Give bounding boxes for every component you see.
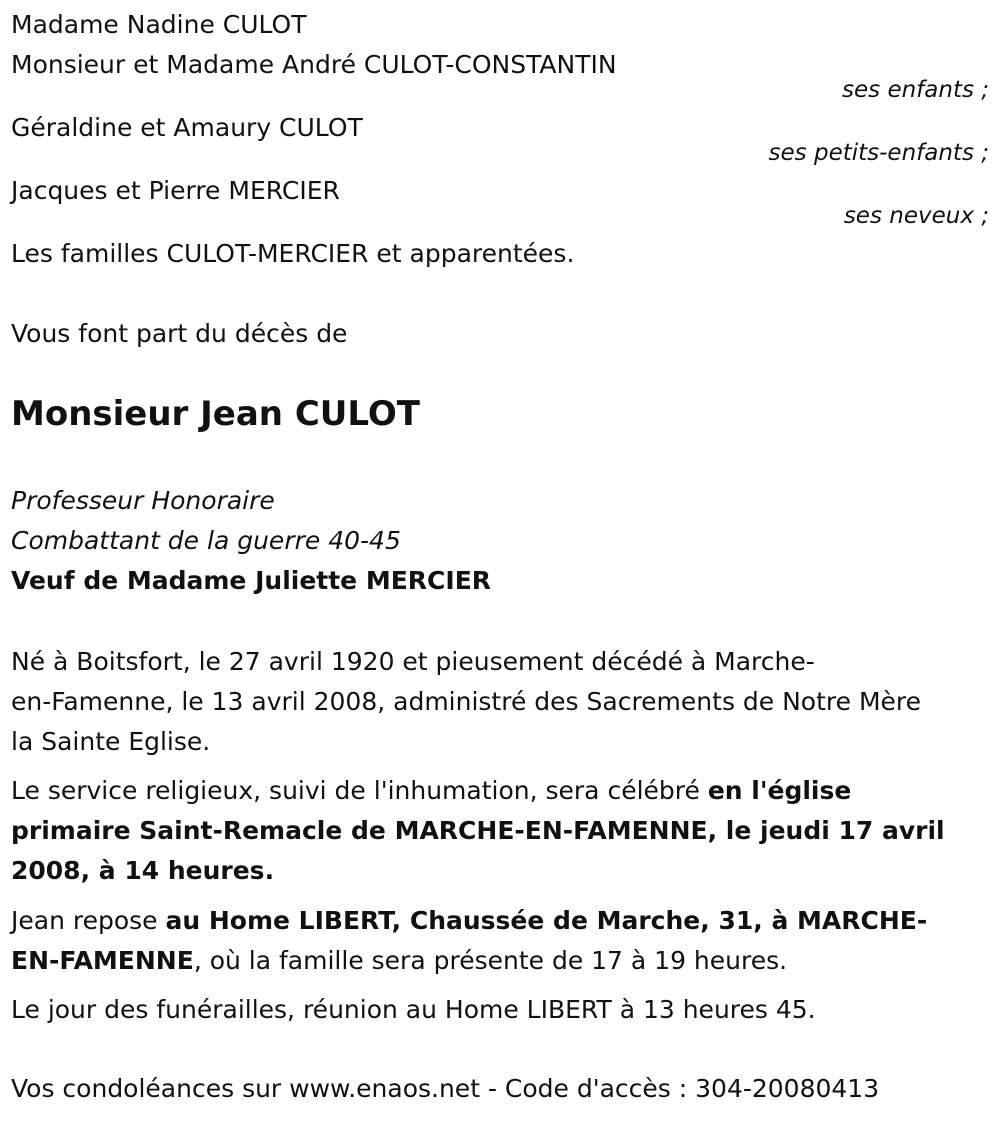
family-line-2: Monsieur et Madame André CULOT-CONSTANTIN <box>11 50 617 79</box>
role-nephews: ses neveux ; <box>843 203 989 229</box>
service-line-2: primaire Saint-Remacle de MARCHE-EN-FAMENNE, le jeudi 17 avril <box>11 816 945 845</box>
title-veteran: Combattant de la guerre 40-45 <box>11 526 401 555</box>
rest-line-2 <box>11 941 787 981</box>
service-church: en l'église <box>707 776 852 805</box>
rest-city: EN-FAMENNE <box>11 946 194 975</box>
announcement: Vous font part du décès de <box>11 319 348 348</box>
rest-place: au Home LIBERT, Chaussée de Marche, 31, à MARCHE- <box>165 906 928 935</box>
birth-line-2: en-Famenne, le 13 avril 2008, administré des Sacrements de Notre Mère <box>11 687 922 716</box>
deceased-name: Monsieur Jean CULOT <box>11 394 420 434</box>
birth-line-3: la Sainte Eglise. <box>11 727 211 756</box>
birth-line-1: Né à Boitsfort, le 27 avril 1920 et pieusement décédé à Marche- <box>11 647 815 676</box>
title-professor: Professeur Honoraire <box>11 486 275 515</box>
funeral-line: Le jour des funérailles, réunion au Home LIBERT à 13 heures 45. <box>11 995 816 1024</box>
widower-line: Veuf de Madame Juliette MERCIER <box>11 566 492 595</box>
service-line-1 <box>11 771 851 811</box>
service-text: Le service religieux, suivi de l'inhumation, sera célébré <box>11 776 708 805</box>
service-line-3: 2008, à 14 heures. <box>11 856 275 885</box>
family-line-4: Jacques et Pierre MERCIER <box>11 176 340 205</box>
family-line-1: Madame Nadine CULOT <box>11 10 307 39</box>
rest-hours: , où la famille sera présente de 17 à 19 heures. <box>193 946 788 975</box>
condolences-line: Vos condoléances sur www.enaos.net - Code d'accès : 304-20080413 <box>11 1074 880 1103</box>
rest-line-1 <box>11 901 927 941</box>
rest-text: Jean repose <box>11 906 166 935</box>
family-line-5: Les familles CULOT-MERCIER et apparentées. <box>11 239 575 268</box>
role-grandchildren: ses petits-enfants ; <box>768 140 989 166</box>
family-line-3: Géraldine et Amaury CULOT <box>11 113 363 142</box>
role-children: ses enfants ; <box>842 77 989 103</box>
